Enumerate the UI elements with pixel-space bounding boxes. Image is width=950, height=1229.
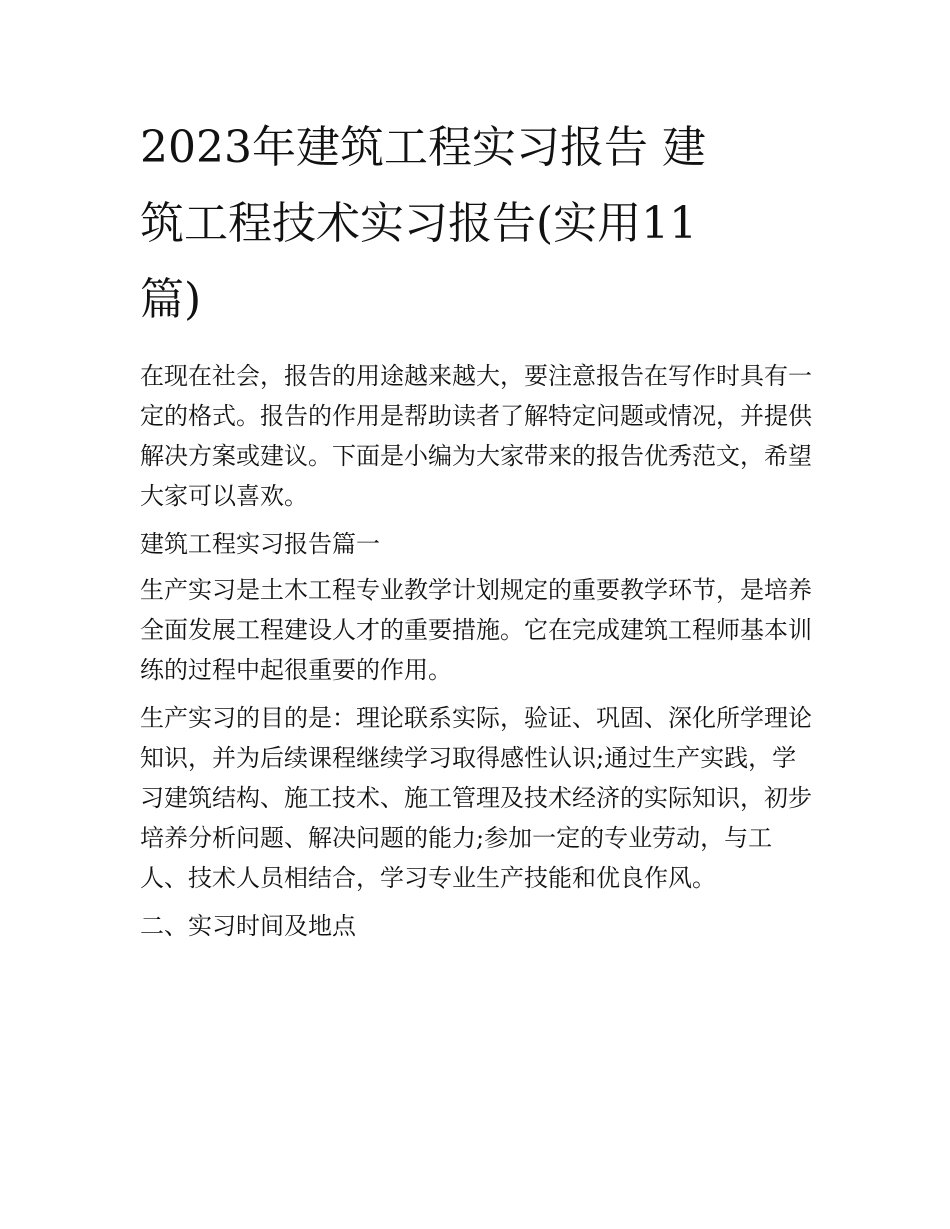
section-heading-part-one: 建筑工程实习报告篇一: [140, 530, 380, 558]
paragraph-internship-importance: 生产实习是土木工程专业教学计划规定的重要教学环节，是培养全面发展工程建设人才的重要措施。它在完成建筑工程师基本训练的过程中起很重要的作用。: [140, 576, 812, 684]
document-body: [140, 110, 815, 952]
intro-paragraph: 在现在社会，报告的用途越来越大，要注意报告在写作时具有一定的格式。报告的作用是帮助读者了解特定问题或情况，并提供解决方案或建议。下面是小编为大家带来的报告优秀范文，希望大家可以喜欢。: [140, 362, 812, 510]
title-line-2: 筑工程技术实习报告(实用11: [140, 198, 698, 249]
paragraph-internship-purpose: 生产实习的目的是：理论联系实际，验证、巩固、深化所学理论知识，并为后续课程继续学习取得感性认识;通过生产实践，学习建筑结构、施工技术、施工管理及技术经济的实际知识，初步培养分析问题、解决问题的能力;参加一定的专业劳动，与工人、技术人员相结合，学习专业生产技能和优良作风。: [140, 704, 812, 892]
title-line-1: 2023年建筑工程实习报告 建: [140, 122, 706, 173]
section-heading-time-location: 二、实习时间及地点: [140, 912, 356, 940]
title-line-3: 篇): [140, 274, 202, 325]
document-title: [140, 110, 815, 338]
